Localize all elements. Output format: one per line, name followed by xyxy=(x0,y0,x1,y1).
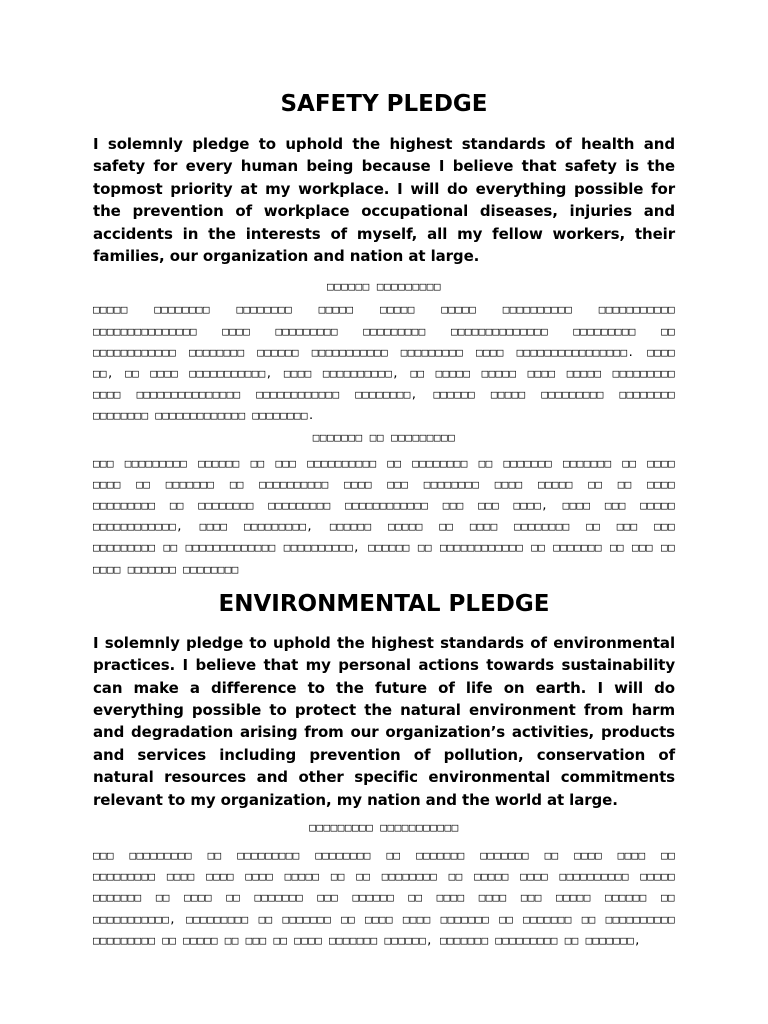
word: □□ xyxy=(136,477,151,491)
word: □□□ xyxy=(604,498,626,512)
word: □□□□□□□□□□□, xyxy=(93,912,177,926)
word: □□□□ xyxy=(436,891,465,905)
word: □□□ xyxy=(245,933,267,947)
safety-pledge-english-text: I solemnly pledge to uphold the highest standards of health and safety for every human being because I believe that safety is the topmost priority at my workplace. I will do everything possible for the prevention of workplace occupational diseases, injuries and accidents in the interests of myself, all my fellow workers, their families, our organization and nation at large. xyxy=(93,135,675,266)
word: □□ xyxy=(661,541,675,555)
word: □□□□ xyxy=(222,324,250,338)
word: □□□□□□ xyxy=(257,345,299,359)
word: □□□□□□□□□ xyxy=(275,324,338,338)
word: □□□□□□□□□ xyxy=(541,388,604,402)
word: □□□□ xyxy=(647,456,675,470)
word: □□□□□□□□□□□□□□□□. xyxy=(516,345,635,359)
word: □□□□□ xyxy=(93,303,128,317)
word: □□□□□□ xyxy=(352,891,395,905)
text-line xyxy=(93,537,675,558)
word: □□□□□□ xyxy=(198,456,240,470)
word: □□□□ xyxy=(283,367,312,380)
word: □□ xyxy=(162,933,177,947)
word: □□□□□□□□□□ xyxy=(605,912,675,926)
safety-pledge-translation-2-text xyxy=(93,453,675,580)
word: □□□□ xyxy=(574,848,602,862)
word: □□□□□□□□ xyxy=(412,456,468,470)
word: □□□ xyxy=(442,498,464,512)
word: □□□□□ xyxy=(435,367,471,380)
word: □□□□ xyxy=(647,477,675,491)
word: □□□□ xyxy=(365,912,393,926)
word: □□□□□□□□□□□□ xyxy=(256,388,340,402)
word: □□□ xyxy=(317,891,339,905)
word: □□ xyxy=(356,870,371,884)
text-line xyxy=(93,299,675,320)
word: □□□□ xyxy=(494,477,523,491)
text-line xyxy=(93,474,675,495)
word: □□□□□□□ xyxy=(503,456,552,470)
word: □□ xyxy=(617,477,632,491)
environmental-pledge-title: ENVIRONMENTAL PLEDGE xyxy=(218,590,550,617)
word: □□ xyxy=(169,498,184,512)
word: □□□□□□□ xyxy=(439,933,489,947)
word: □□□□□□□□□□ xyxy=(502,303,573,317)
document-page xyxy=(93,88,675,951)
word: □□□□□ xyxy=(183,933,218,947)
text-line xyxy=(93,845,675,866)
word: □□□ xyxy=(93,456,114,470)
text-line xyxy=(93,495,675,516)
word: □□□□ xyxy=(527,367,556,380)
word: □□□□□□□□□□, xyxy=(322,367,400,380)
word: □□□□ xyxy=(166,870,195,884)
word: □□□ xyxy=(387,477,409,491)
word: □□□□□□□□ xyxy=(188,345,245,359)
word: □□□□□ xyxy=(640,498,675,512)
word: □□□□□ xyxy=(441,303,477,317)
word: □□□□, xyxy=(513,498,549,512)
text-line xyxy=(93,930,675,951)
word: □□□□□□□□□□□□□ xyxy=(155,409,246,423)
word: □□□□□□□□□□□□□□□ xyxy=(136,388,241,402)
word: □□□□□□□□ xyxy=(236,303,292,317)
word: □□□□□□, xyxy=(384,933,433,947)
text-line xyxy=(93,321,675,342)
word: □□□□□□□□□, xyxy=(243,520,314,534)
word: □□□□ xyxy=(476,345,504,359)
word: □□□□□□□□□ xyxy=(186,912,249,926)
word: □□□□□□ xyxy=(605,891,647,905)
word: □□□□□ xyxy=(284,870,320,884)
word: □□ xyxy=(586,520,601,534)
word: □□□□ xyxy=(344,477,372,491)
safety-pledge-translation-1-title: □□□□□□ □□□□□□□□□ xyxy=(327,280,441,294)
environmental-pledge-translation-title: □□□□□□□□□ □□□□□□□□□□□ xyxy=(309,820,459,834)
word: □□ xyxy=(499,912,514,926)
word: □□□□□ xyxy=(640,870,675,884)
word: □□ xyxy=(250,456,265,470)
word: □□□□□□□ xyxy=(254,891,303,905)
word: □□□□ xyxy=(184,891,212,905)
word: □□□□□ xyxy=(556,891,591,905)
word: □□□□□□□ xyxy=(523,912,572,926)
word: □□□□□□□ xyxy=(553,541,602,555)
word: □□ xyxy=(661,848,675,862)
word: □□□□□□□□ xyxy=(315,848,371,862)
word: □□□□□□□ xyxy=(416,848,465,862)
word: □□ xyxy=(163,541,178,555)
word: □□□□□□□□□ xyxy=(268,498,331,512)
word: □□ xyxy=(258,912,273,926)
word: □□□□□□□□□ xyxy=(363,324,426,338)
word: □□□□□ xyxy=(474,870,509,884)
safety-pledge-title: SAFETY PLEDGE xyxy=(280,91,488,117)
word: □□□□□□□ xyxy=(282,912,331,926)
word: □□□□□□□, xyxy=(585,933,641,947)
word: □□□□□□□□ xyxy=(514,520,570,534)
word: □□□ xyxy=(654,520,675,534)
word: □□□□□□□□□ xyxy=(93,541,156,555)
word: □□□□□□□□□□□□□□□ xyxy=(93,324,197,338)
word: □□□□□□□□□□□ xyxy=(311,345,388,359)
environmental-pledge-translation-text xyxy=(93,845,675,951)
word: □□ xyxy=(448,870,463,884)
word: □□□□□□□ xyxy=(165,477,215,491)
word: □□□□□□□□. xyxy=(252,409,315,423)
word: □□□□ xyxy=(199,520,228,534)
word: □□□□□□□□□□, xyxy=(283,541,360,555)
word: □□ xyxy=(224,933,239,947)
word: □□□□□□□□□□□□□□ xyxy=(450,324,548,338)
word: □□□□ xyxy=(206,870,234,884)
word: □□□□□□ xyxy=(368,541,410,555)
text-line xyxy=(93,384,675,405)
word: □□ xyxy=(341,912,355,926)
word: □□□□□ xyxy=(388,520,423,534)
word: □□□□□□□□ xyxy=(183,562,239,576)
word: □□□□□□□□ xyxy=(423,477,480,491)
word: □□□□□□□□□□□□□ xyxy=(185,541,276,555)
word: □□□□ xyxy=(469,520,498,534)
word: □□□□□□□ xyxy=(562,456,612,470)
word: □□□□□□□ xyxy=(93,891,142,905)
word: □□□□ xyxy=(93,388,121,402)
word: □□□□ xyxy=(245,870,274,884)
word: □□□□□□ xyxy=(329,520,372,534)
safety-pledge-translation-2-title: □□□□□□□ □□ □□□□□□□□□ xyxy=(312,430,456,444)
word: □□ xyxy=(622,456,637,470)
word: □□□□ xyxy=(150,367,179,380)
word: □□□□□□□□ xyxy=(381,870,438,884)
word: □□□□□□□□□ xyxy=(93,933,156,947)
word: □□ xyxy=(408,891,423,905)
word: □□□□□□□□□□□ xyxy=(598,303,675,317)
word: □□□□ xyxy=(520,870,548,884)
word: □□, xyxy=(93,367,114,380)
word: □□ xyxy=(581,912,596,926)
word: □□□ xyxy=(478,498,499,512)
word: □□ xyxy=(439,520,454,534)
word: □□□□□□□□□ xyxy=(612,367,675,380)
word: □□□□□□□ xyxy=(440,912,490,926)
word: □□□□□ xyxy=(481,367,517,380)
text-line xyxy=(93,559,675,580)
word: □□□□ xyxy=(294,933,322,947)
word: □□□□□□ xyxy=(433,388,475,402)
word: □□ xyxy=(660,891,675,905)
word: □□□□□□□□□ xyxy=(93,870,156,884)
word: □□□□□ xyxy=(566,367,602,380)
word: □□□□ xyxy=(93,562,121,576)
word: □□□□□□□□□□□□ xyxy=(345,498,429,512)
word: □□□□□□□□□ xyxy=(495,933,558,947)
word: □□ xyxy=(330,870,345,884)
text-line xyxy=(93,405,675,426)
word: □□□□□□□ xyxy=(329,933,378,947)
word: □□□□ xyxy=(93,477,121,491)
text-line xyxy=(93,909,675,930)
word: □□□□□ xyxy=(490,388,526,402)
word: □□□ xyxy=(616,520,638,534)
word: □□□□□□□□□□□, xyxy=(189,367,273,380)
word: □□ xyxy=(229,477,244,491)
word: □□ xyxy=(417,541,432,555)
text-line xyxy=(93,453,675,474)
word: □□□□□ xyxy=(318,303,354,317)
word: □□□ xyxy=(275,456,297,470)
text-line xyxy=(93,363,675,384)
word: □□□□□ xyxy=(538,477,573,491)
word: □□□□ xyxy=(402,912,431,926)
word: □□□□□□□□□ xyxy=(93,498,156,512)
word: □□□ xyxy=(520,891,542,905)
word: □□ xyxy=(125,367,139,380)
word: □□□□□□□□□ xyxy=(124,456,188,470)
environmental-pledge-english-text: I solemnly pledge to uphold the highest standards of environmental practices. I believe that my personal actions towards sustainability can make a difference to the future of life on earth. I will do everything possible to protect the natural environment from harm and degradation arising from our organization’s activities, products and services including prevention of pollution, conservation of natural resources and other specific environmental commitments relevant to my organization, my nation and the world at large. xyxy=(93,633,675,809)
word: □□ xyxy=(609,541,624,555)
word: □□□□□□□□□ xyxy=(129,848,192,862)
word: □□□□□□□□□□□□ xyxy=(93,345,177,359)
word: □□□□□□□□, xyxy=(355,388,418,402)
word: □□ xyxy=(478,456,493,470)
word: □□□ xyxy=(632,541,653,555)
word: □□ xyxy=(544,848,559,862)
word: □□ xyxy=(531,541,546,555)
word: □□ xyxy=(386,848,401,862)
word: □□ xyxy=(588,477,603,491)
word: □□□□□□□□□ xyxy=(237,848,300,862)
word: □□□□□□□ xyxy=(127,562,177,576)
text-line xyxy=(93,342,675,363)
word: □□□ xyxy=(93,848,114,862)
text-line xyxy=(93,866,675,887)
word: □□□□□□□□□□ xyxy=(559,870,629,884)
word: □□ xyxy=(207,848,222,862)
word: □□ xyxy=(661,324,675,338)
word: □□□□□□□ xyxy=(480,848,529,862)
word: □□□□ xyxy=(478,891,507,905)
word: □□ xyxy=(564,933,579,947)
word: □□□□□□□□□□□□, xyxy=(93,520,183,534)
word: □□ xyxy=(273,933,288,947)
word: □□□□□□□□ xyxy=(619,388,675,402)
word: □□ xyxy=(387,456,402,470)
word: □□□□ xyxy=(647,345,675,359)
word: □□□□□□□□□□ xyxy=(307,456,377,470)
text-line xyxy=(93,516,675,537)
word: □□□□ xyxy=(617,848,646,862)
word: □□□□□ xyxy=(380,303,415,317)
text-line xyxy=(93,887,675,908)
word: □□□□□□□□□□□□ xyxy=(439,541,524,555)
word: □□□□□□□□□ xyxy=(573,324,636,338)
word: □□□□□□□□ xyxy=(198,498,254,512)
word: □□□□ xyxy=(562,498,591,512)
word: □□ xyxy=(226,891,241,905)
word: □□□□□□□□□ xyxy=(400,345,464,359)
word: □□□□□□□□□□ xyxy=(259,477,329,491)
word: □□□□□□□□ xyxy=(154,303,210,317)
safety-pledge-translation-1-text xyxy=(93,299,675,426)
word: □□□□□□□□ xyxy=(93,409,149,423)
word: □□ xyxy=(155,891,170,905)
word: □□ xyxy=(410,367,425,380)
